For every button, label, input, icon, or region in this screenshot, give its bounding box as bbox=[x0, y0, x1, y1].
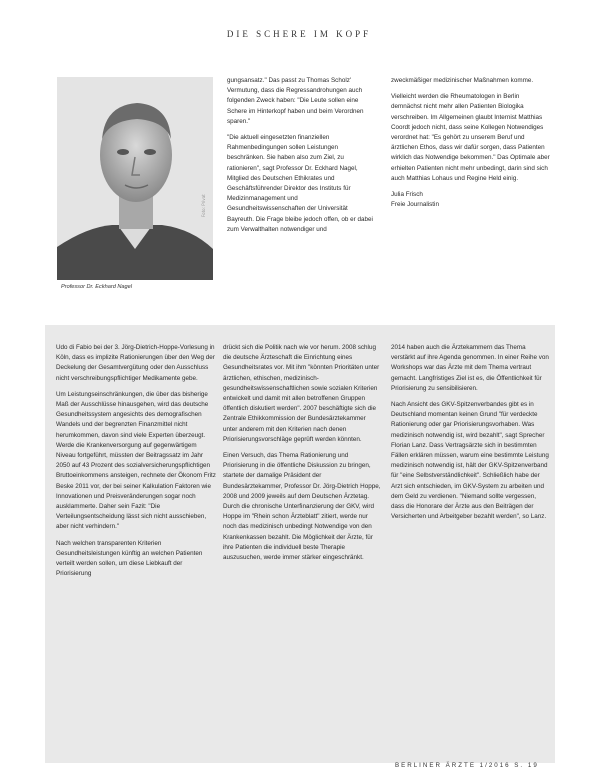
paragraph: 2014 haben auch die Ärztekammern das Thema verstärkt auf ihre Agenda genommen. In einer Reihe von Workshops war das Ärzte mit dem Thema vertraut gemacht. Langfristiges Ziel ist es, die Öffentlichkeit für Priorisierung zu sensibilisieren. bbox=[391, 344, 549, 392]
paragraph: gungsansatz." Das passt zu Thomas Scholz' Vermutung, dass die Regressandrohungen auch folgenden Zweck haben: "Die Leute sollen eine Schere im Hinterkopf haben und beim Verordnen sparen." bbox=[227, 77, 364, 125]
portrait-photo bbox=[57, 77, 213, 280]
paragraph: "Die aktuell eingesetzten finanziellen Rahmenbedingungen sollen Leistungen beschränken. Sie haben also zum Ziel, zu rationieren", sagt Professor Dr. Eckhard Nagel, Mitglied des Deutschen Ethikrates und Geschäftsführender Direktor des Instituts für Medizinmanagement und Gesundheitswissenschaften der Universität Bayreuth. Die Frage bleibe jedoch offen, ob er dabei zum Verwalthalten notwendiger und bbox=[227, 134, 373, 233]
paragraph: Udo di Fabio bei der 3. Jörg-Dietrich-Hoppe-Vorlesung in Köln, dass es implizite Rationierungen über den Weg der Deckelung der Gesamtvergütung oder den Ausschluss nicht verschreibungspflichtiger Medikamente gebe. bbox=[56, 344, 215, 382]
author-signature bbox=[391, 190, 551, 210]
paragraph: drückt sich die Politik nach wie vor herum. 2008 schlug die deutsche Ärzteschaft die Einrichtung eines Gesundheitsrates vor. Mit ihm "könnten Prioritäten unter ärztlichen, ethischen, medizinisch-gesundheitswissenschaftlichen sowie sozialen Kriterien entwickelt und damit mit allen betroffenen Gruppen öffentlich diskutiert werden". 2007 beschäftigte sich die Zentrale Ethikkommission der Bundesärztekammer unter anderem mit den Kriterien nach denen Priorisierungsvorschläge geprüft werden könnten. bbox=[223, 344, 380, 443]
paragraph: Nach Ansicht des GKV-Spitzenverbandes gibt es in Deutschland momentan keinen Grund "für verdeckte Rationierung oder gar Priorisierungsvorhaben. Was medizinisch notwendig ist, wird bezahlt", sagt Sprecher Florian Lanz. Dass Vertragsärzte sich in bestimmten Fällen erklären müssen, warum eine bestimmte Leistung medizinisch notwendig ist, hält der GKV-Spitzenverband für "eine Selbstverständlichkeit". Schließlich habe der Arzt sich entschieden, im GKV-System zu arbeiten und dem Geld zu verdienen. "Niemand sollte vergessen, dass die Honorare der Ärzte aus den Beiträgen der Versicherten und Arbeitgeber bezahlt werden", so Lanz. bbox=[391, 401, 549, 521]
page-footer: BERLINER ÄRZTE 1/2016 S. 19 bbox=[395, 762, 539, 769]
grey-column-3 bbox=[391, 343, 551, 528]
portrait-illustration bbox=[57, 77, 213, 280]
svg-text:Foto: Privat: Foto: Privat bbox=[201, 194, 206, 217]
paragraph: Vielleicht werden die Rheumatologen in Berlin demnächst nicht mehr allen Patienten Biologika verschreiben. Im Allgemeinen glaubt Internist Matthias Coordt jedoch nicht, dass seine Kollegen Notwendiges verordnet hat: "Es gehört zu unserem Beruf und ärztlichen Ethos, dass wir dafür sorgen, dass Patienten wirklich das Notwendige bekommen." Das Optimale aber erhielten Patienten nicht mehr unbedingt, darin sind sich auch Matthias Lohaus und Regine Held einig. bbox=[391, 93, 550, 182]
photo-caption: Professor Dr. Eckhard Nagel bbox=[61, 284, 132, 290]
grey-column-1 bbox=[56, 343, 216, 585]
article-column-2 bbox=[227, 76, 374, 241]
paragraph: Nach welchen transparenten Kriterien Gesundheitsleistungen künftig an welchen Patienten verteilt werden sollen, um diese Liebkauft der Priorisierung bbox=[56, 539, 203, 578]
article-column-3 bbox=[391, 76, 551, 210]
grey-column-2 bbox=[223, 343, 381, 569]
paragraph: Einen Versuch, das Thema Rationierung und Priorisierung in die öffentliche Diskussion zu bringen, startete der damalige Präsident der Bundesärztekammer, Professor Dr. Jörg-Dietrich Hoppe, 2008 und 2009 jeweils auf dem Deutschen Ärztetag. Durch die chronische Unterfinanzierung der GKV, wird Hoppe im "Rhein schon Ärzteblatt" zitiert, werde nur noch das medizinisch unbedingt Notwendige von den Krankenkassen bezahlt. Die Möglichkeit der Ärzte, für ihre Patienten die individuell beste Therapie auszusuchen, werde immer stärker eingeschränkt. bbox=[223, 452, 381, 562]
paragraph: Um Leistungseinschränkungen, die über das bisherige Maß der Ausschlüsse hinausgehen, wird das deutsche Gesundheitssystem angesichts des demografischen Wandels und der begrenzten Finanzmittel nicht herumkommen, davon sind viele Experten überzeugt. Werde die Krankenversorgung auf gegenwärtigem Niveau fortgeführt, müssten der Beitragssatz im Jahr 2050 auf 43 Prozent des sozialversicherungspflichtigen Bruttoeinkommens ansteigen, rechnete der Ökonom Fritz Beske 2011 vor, der bei seiner Kalkulation Faktoren wie Innovationen und Preisveränderungen sogar noch ausklammerte. Daher sein Fazit: "Die Verteilungsentscheidung lässt sich nicht ausschieben, aber nicht verhindern." bbox=[56, 390, 216, 531]
author-name: Julia Frisch bbox=[391, 191, 423, 199]
author-role: Freie Journalistin bbox=[391, 201, 439, 209]
page-header: DIE SCHERE IM KOPF bbox=[226, 29, 372, 39]
paragraph: zweckmäßiger medizinischer Maßnahmen komme. bbox=[391, 77, 534, 84]
